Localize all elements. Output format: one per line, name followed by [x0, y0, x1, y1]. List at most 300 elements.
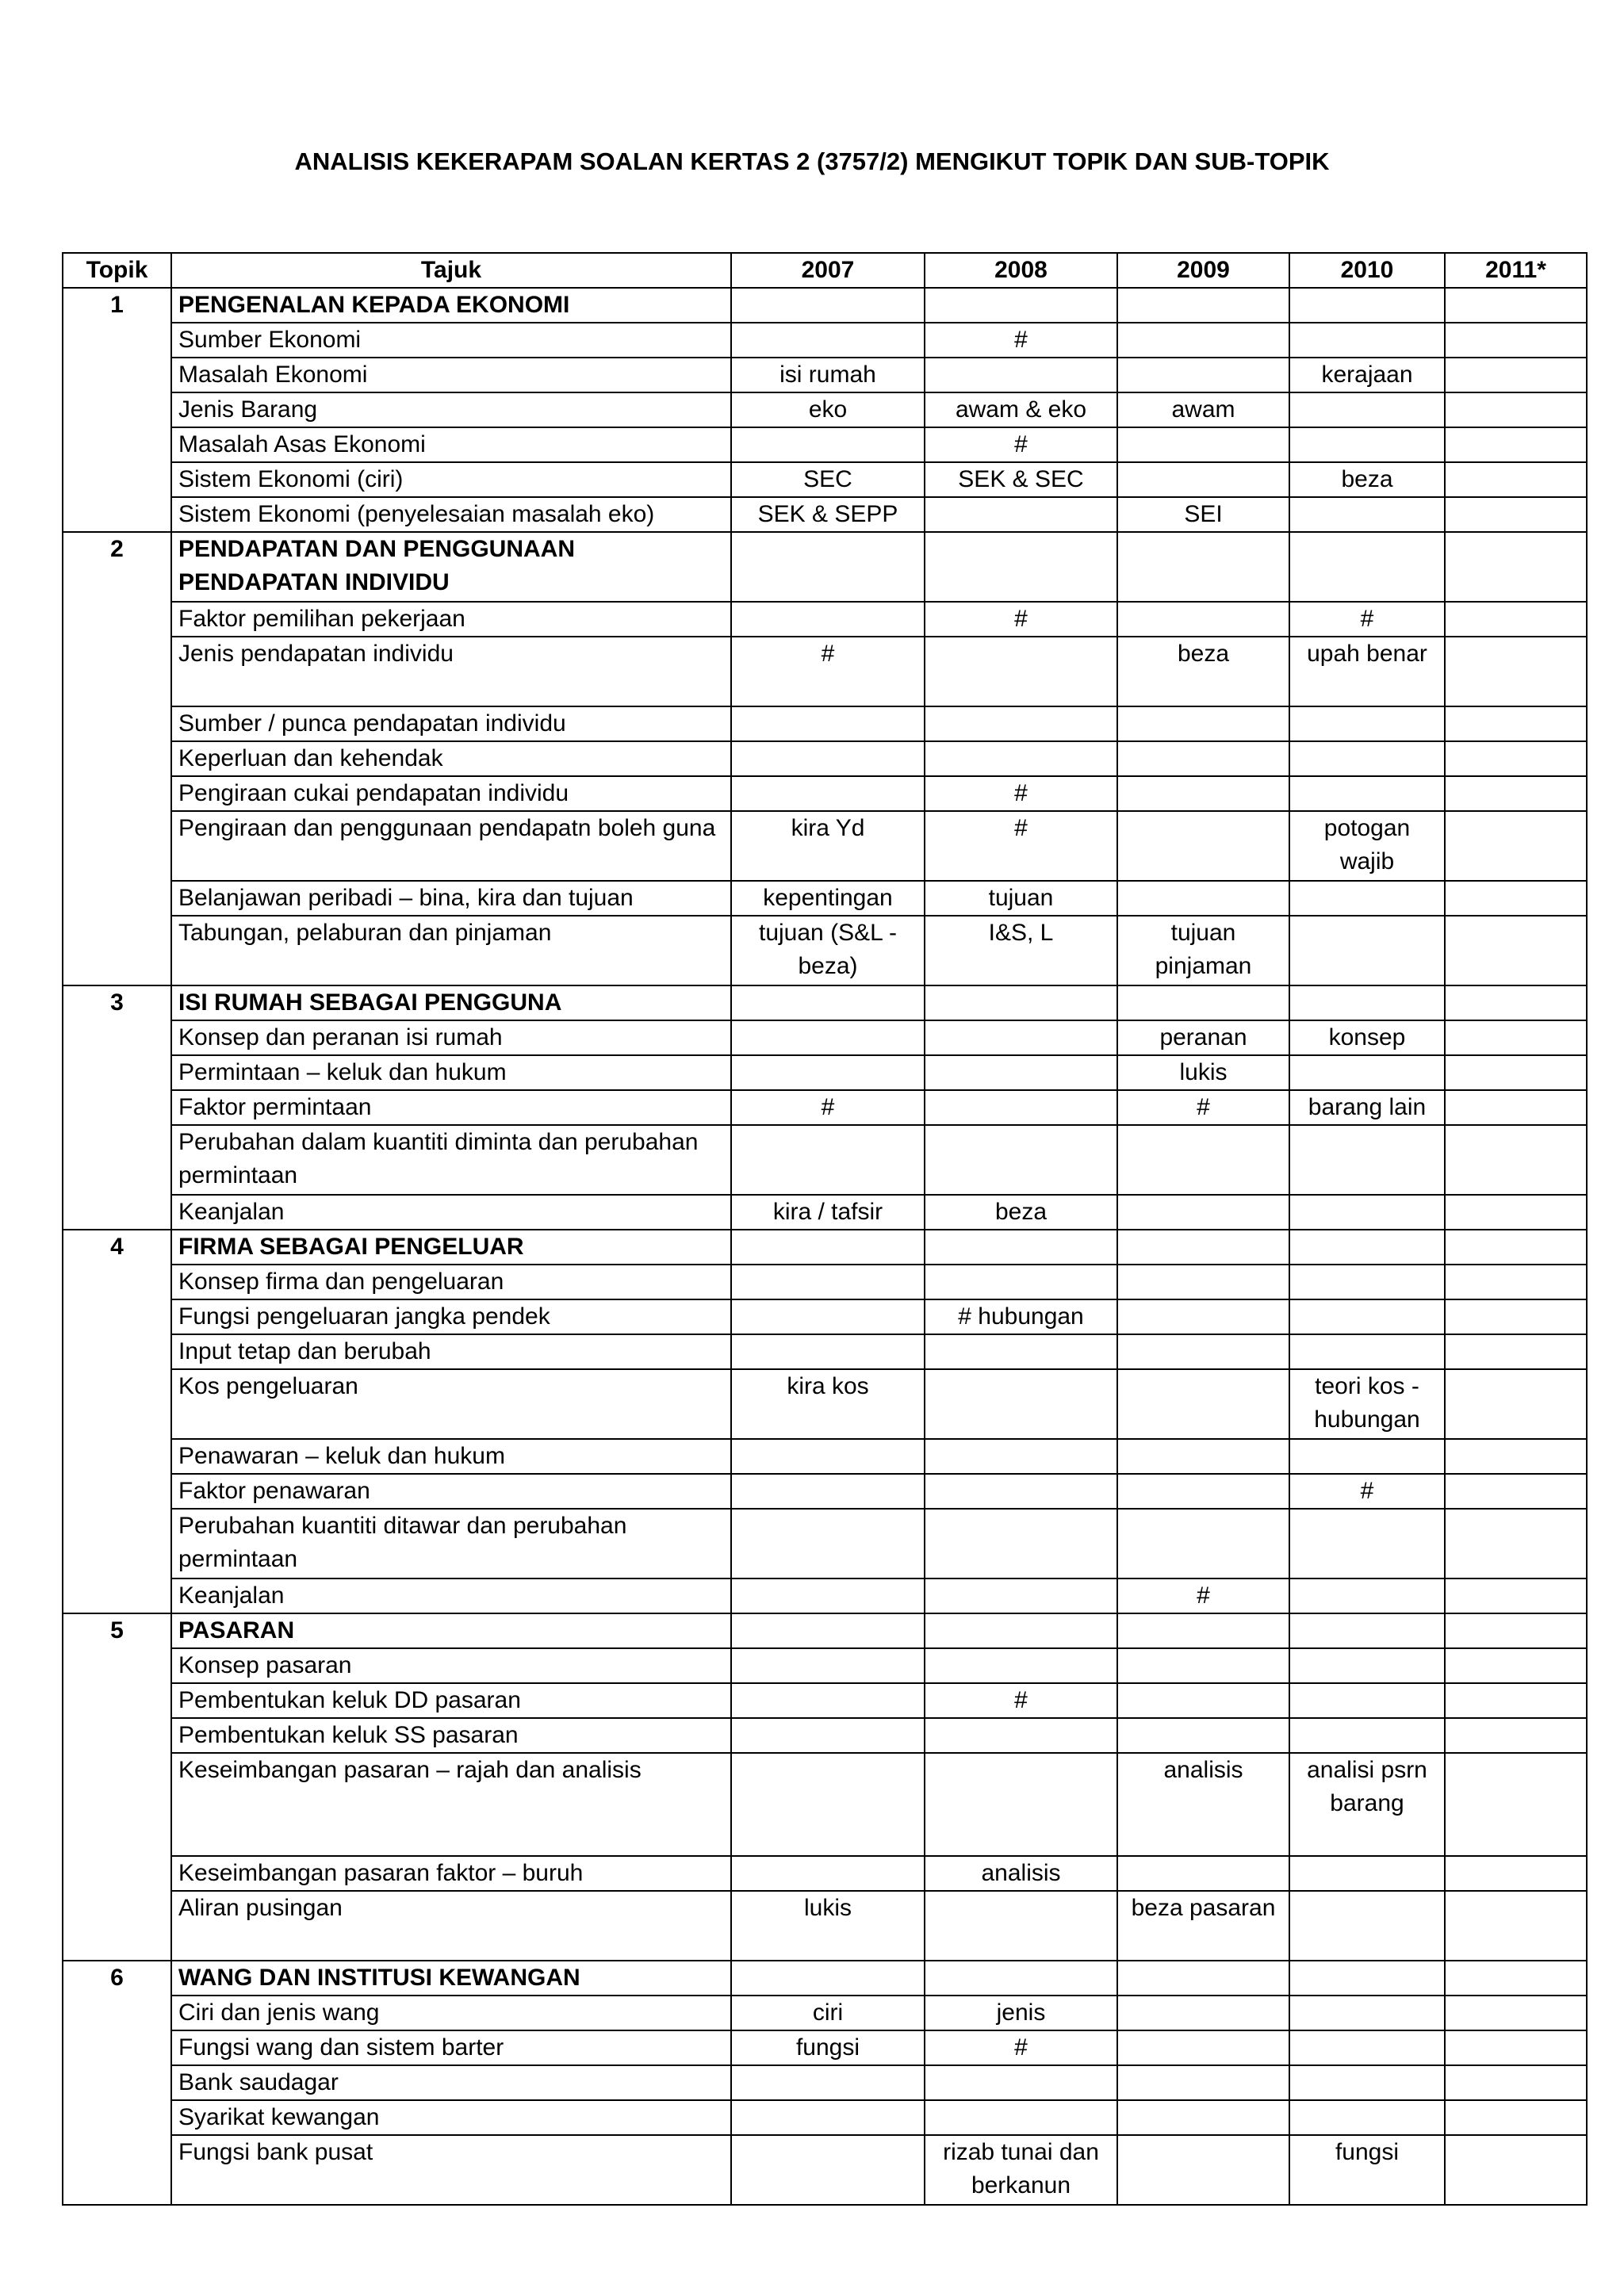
cell-2009: SEI [1117, 497, 1289, 532]
cell-2008: # [925, 811, 1117, 881]
cell-2009 [1117, 1856, 1289, 1891]
cell-2008 [925, 1753, 1117, 1856]
cell-2007 [731, 706, 925, 741]
cell-2007: # [731, 637, 925, 706]
cell-2011 [1445, 358, 1587, 392]
table-row [63, 532, 1587, 602]
cell-2011 [1445, 1369, 1587, 1439]
cell-2009 [1117, 1648, 1289, 1683]
cell-2011 [1445, 1683, 1587, 1718]
cell-2008 [925, 985, 1117, 1020]
cell-2007 [731, 1753, 925, 1856]
cell-2009 [1117, 1369, 1289, 1439]
cell-2008: awam & eko [925, 392, 1117, 427]
cell-2007 [731, 1648, 925, 1683]
cell-2011 [1445, 985, 1587, 1020]
table-row [63, 1648, 1587, 1683]
subtopic-label: Keanjalan [171, 1195, 731, 1230]
cell-2009 [1117, 427, 1289, 462]
cell-2007 [731, 1265, 925, 1299]
cell-2009 [1117, 1299, 1289, 1334]
cell-2011 [1445, 1439, 1587, 1474]
cell-2009 [1117, 1334, 1289, 1369]
cell-2007 [731, 1578, 925, 1613]
cell-2010 [1289, 1718, 1445, 1753]
table-row [63, 602, 1587, 637]
cell-2010 [1289, 985, 1445, 1020]
cell-2011 [1445, 497, 1587, 532]
cell-2008: # [925, 323, 1117, 358]
cell-2010: analisi psrn barang [1289, 1753, 1445, 1856]
subtopic-label: Konsep pasaran [171, 1648, 731, 1683]
cell-2008: # hubungan [925, 1299, 1117, 1334]
cell-2009 [1117, 1961, 1289, 1996]
subtopic-label: Fungsi bank pusat [171, 2135, 731, 2205]
cell-2010 [1289, 1265, 1445, 1299]
cell-2010 [1289, 392, 1445, 427]
table-row [63, 811, 1587, 881]
table-row [63, 358, 1587, 392]
topic-number: 6 [63, 1961, 171, 2205]
table-row [63, 1961, 1587, 1996]
header-row [63, 253, 1587, 288]
cell-2008 [925, 1020, 1117, 1055]
cell-2011 [1445, 1090, 1587, 1125]
cell-2007 [731, 1613, 925, 1648]
subtopic-label: Fungsi wang dan sistem barter [171, 2030, 731, 2065]
table-row [63, 1856, 1587, 1891]
cell-2007 [731, 1055, 925, 1090]
subtopic-label: Sumber / punca pendapatan individu [171, 706, 731, 741]
cell-2007 [731, 1961, 925, 1996]
cell-2010 [1289, 1055, 1445, 1090]
cell-2011 [1445, 741, 1587, 776]
cell-2008 [925, 637, 1117, 706]
table-row [63, 323, 1587, 358]
cell-2011 [1445, 1856, 1587, 1891]
cell-2011 [1445, 532, 1587, 602]
cell-2008 [925, 2065, 1117, 2100]
cell-2009 [1117, 602, 1289, 637]
cell-2008 [925, 1613, 1117, 1648]
cell-2007: eko [731, 392, 925, 427]
cell-2009 [1117, 462, 1289, 497]
subtopic-label: Pengiraan dan penggunaan pendapatn boleh guna [171, 811, 731, 881]
cell-2008 [925, 1718, 1117, 1753]
table-row [63, 1996, 1587, 2030]
cell-2011 [1445, 637, 1587, 706]
subtopic-label: Pembentukan keluk DD pasaran [171, 1683, 731, 1718]
table-row [63, 637, 1587, 706]
table-row [63, 881, 1587, 916]
table-row [63, 1265, 1587, 1299]
cell-2011 [1445, 1648, 1587, 1683]
cell-2008 [925, 1509, 1117, 1578]
cell-2011 [1445, 2100, 1587, 2135]
cell-2009 [1117, 2135, 1289, 2205]
table-row [63, 916, 1587, 985]
topic-heading: PENGENALAN KEPADA EKONOMI [171, 288, 731, 323]
col-header-2011: 2011* [1445, 253, 1587, 288]
cell-2010 [1289, 1125, 1445, 1195]
subtopic-label: Jenis Barang [171, 392, 731, 427]
topic-heading: PASARAN [171, 1613, 731, 1648]
cell-2010 [1289, 288, 1445, 323]
cell-2009 [1117, 2065, 1289, 2100]
cell-2008 [925, 1961, 1117, 1996]
cell-2010 [1289, 2065, 1445, 2100]
cell-2008 [925, 497, 1117, 532]
topic-heading: FIRMA SEBAGAI PENGELUAR [171, 1230, 731, 1265]
cell-2010 [1289, 741, 1445, 776]
topic-heading: ISI RUMAH SEBAGAI PENGGUNA [171, 985, 731, 1020]
cell-2010: beza [1289, 462, 1445, 497]
cell-2007 [731, 532, 925, 602]
cell-2010 [1289, 1996, 1445, 2030]
cell-2009: beza [1117, 637, 1289, 706]
cell-2011 [1445, 1509, 1587, 1578]
cell-2009 [1117, 358, 1289, 392]
subtopic-label: Sistem Ekonomi (penyelesaian masalah eko) [171, 497, 731, 532]
cell-2008: # [925, 427, 1117, 462]
col-header-topik: Topik [63, 253, 171, 288]
col-header-2008: 2008 [925, 253, 1117, 288]
cell-2009 [1117, 1613, 1289, 1648]
cell-2008: # [925, 776, 1117, 811]
cell-2007 [731, 427, 925, 462]
cell-2010 [1289, 2100, 1445, 2135]
cell-2011 [1445, 1474, 1587, 1509]
cell-2007: kepentingan [731, 881, 925, 916]
cell-2008 [925, 706, 1117, 741]
cell-2011 [1445, 811, 1587, 881]
subtopic-label: Pengiraan cukai pendapatan individu [171, 776, 731, 811]
cell-2010: konsep [1289, 1020, 1445, 1055]
topic-number: 4 [63, 1230, 171, 1613]
col-header-2007: 2007 [731, 253, 925, 288]
cell-2009 [1117, 985, 1289, 1020]
table-row [63, 2135, 1587, 2205]
table-row [63, 1369, 1587, 1439]
cell-2010 [1289, 1230, 1445, 1265]
subtopic-label: Pembentukan keluk SS pasaran [171, 1718, 731, 1753]
cell-2011 [1445, 1230, 1587, 1265]
table-row [63, 462, 1587, 497]
cell-2007: isi rumah [731, 358, 925, 392]
cell-2008 [925, 288, 1117, 323]
cell-2011 [1445, 1334, 1587, 1369]
subtopic-label: Keanjalan [171, 1578, 731, 1613]
table-row [63, 1753, 1587, 1856]
cell-2010 [1289, 1439, 1445, 1474]
cell-2008 [925, 1265, 1117, 1299]
cell-2007 [731, 1299, 925, 1334]
cell-2009 [1117, 1474, 1289, 1509]
cell-2008: I&S, L [925, 916, 1117, 985]
cell-2009 [1117, 2030, 1289, 2065]
cell-2010 [1289, 1334, 1445, 1369]
cell-2007 [731, 323, 925, 358]
cell-2008: rizab tunai dan berkanun [925, 2135, 1117, 2205]
cell-2007 [731, 1125, 925, 1195]
cell-2007: kira / tafsir [731, 1195, 925, 1230]
cell-2008: analisis [925, 1856, 1117, 1891]
subtopic-label: Permintaan – keluk dan hukum [171, 1055, 731, 1090]
cell-2007: fungsi [731, 2030, 925, 2065]
cell-2008 [925, 1578, 1117, 1613]
cell-2009: # [1117, 1090, 1289, 1125]
cell-2007 [731, 1509, 925, 1578]
cell-2011 [1445, 1195, 1587, 1230]
cell-2009 [1117, 1439, 1289, 1474]
table-row [63, 1020, 1587, 1055]
topic-number: 3 [63, 985, 171, 1230]
cell-2011 [1445, 2030, 1587, 2065]
cell-2008: # [925, 1683, 1117, 1718]
cell-2008 [925, 1090, 1117, 1125]
table-row [63, 1718, 1587, 1753]
table-row [63, 427, 1587, 462]
table-row [63, 1683, 1587, 1718]
cell-2008 [925, 358, 1117, 392]
cell-2010 [1289, 881, 1445, 916]
subtopic-label: Perubahan dalam kuantiti diminta dan perubahan permintaan [171, 1125, 731, 1195]
cell-2011 [1445, 1961, 1587, 1996]
table-row [63, 288, 1587, 323]
cell-2010 [1289, 532, 1445, 602]
cell-2009: # [1117, 1578, 1289, 1613]
subtopic-label: Faktor permintaan [171, 1090, 731, 1125]
subtopic-label: Ciri dan jenis wang [171, 1996, 731, 2030]
cell-2011 [1445, 1020, 1587, 1055]
cell-2009: lukis [1117, 1055, 1289, 1090]
table-row [63, 497, 1587, 532]
cell-2008 [925, 1891, 1117, 1961]
subtopic-label: Konsep dan peranan isi rumah [171, 1020, 731, 1055]
cell-2008 [925, 2100, 1117, 2135]
cell-2008: # [925, 602, 1117, 637]
cell-2007 [731, 741, 925, 776]
cell-2009 [1117, 1683, 1289, 1718]
cell-2010 [1289, 1509, 1445, 1578]
cell-2010 [1289, 916, 1445, 985]
cell-2008: tujuan [925, 881, 1117, 916]
cell-2011 [1445, 1613, 1587, 1648]
cell-2011 [1445, 1718, 1587, 1753]
col-header-tajuk: Tajuk [171, 253, 731, 288]
cell-2011 [1445, 602, 1587, 637]
document-title: ANALISIS KEKERAPAM SOALAN KERTAS 2 (3757/2) MENGIKUT TOPIK DAN SUB-TOPIK [294, 147, 1330, 175]
subtopic-label: Faktor penawaran [171, 1474, 731, 1509]
cell-2008: # [925, 2030, 1117, 2065]
cell-2009 [1117, 1230, 1289, 1265]
col-header-2009: 2009 [1117, 253, 1289, 288]
table-row [63, 2065, 1587, 2100]
cell-2011 [1445, 1753, 1587, 1856]
cell-2007 [731, 1683, 925, 1718]
cell-2007 [731, 776, 925, 811]
subtopic-label: Penawaran – keluk dan hukum [171, 1439, 731, 1474]
subtopic-label: Jenis pendapatan individu [171, 637, 731, 706]
cell-2008 [925, 1230, 1117, 1265]
analysis-table [62, 252, 1588, 2206]
cell-2011 [1445, 881, 1587, 916]
table-row [63, 1334, 1587, 1369]
cell-2009 [1117, 1195, 1289, 1230]
cell-2009 [1117, 1718, 1289, 1753]
cell-2007: lukis [731, 1891, 925, 1961]
table-row [63, 1613, 1587, 1648]
cell-2010: kerajaan [1289, 358, 1445, 392]
cell-2007 [731, 2065, 925, 2100]
table-row [63, 2030, 1587, 2065]
subtopic-label: Kos pengeluaran [171, 1369, 731, 1439]
subtopic-label: Perubahan kuantiti ditawar dan perubahan permintaan [171, 1509, 731, 1578]
cell-2008 [925, 1648, 1117, 1683]
cell-2011 [1445, 776, 1587, 811]
cell-2009 [1117, 1125, 1289, 1195]
cell-2009 [1117, 811, 1289, 881]
subtopic-label: Belanjawan peribadi – bina, kira dan tujuan [171, 881, 731, 916]
cell-2007: SEC [731, 462, 925, 497]
cell-2008 [925, 1334, 1117, 1369]
subtopic-label: Sistem Ekonomi (ciri) [171, 462, 731, 497]
cell-2008 [925, 532, 1117, 602]
subtopic-label: Aliran pusingan [171, 1891, 731, 1961]
subtopic-label: Keseimbangan pasaran – rajah dan analisis [171, 1753, 731, 1856]
table-row [63, 392, 1587, 427]
cell-2011 [1445, 2065, 1587, 2100]
cell-2009 [1117, 1996, 1289, 2030]
cell-2011 [1445, 2135, 1587, 2205]
cell-2007: tujuan (S&L - beza) [731, 916, 925, 985]
cell-2007: kira kos [731, 1369, 925, 1439]
subtopic-label: Bank saudagar [171, 2065, 731, 2100]
cell-2010: fungsi [1289, 2135, 1445, 2205]
cell-2010 [1289, 1578, 1445, 1613]
subtopic-label: Keseimbangan pasaran faktor – buruh [171, 1856, 731, 1891]
table-row [63, 2100, 1587, 2135]
table-row [63, 1509, 1587, 1578]
cell-2011 [1445, 1996, 1587, 2030]
cell-2010 [1289, 1299, 1445, 1334]
cell-2009 [1117, 323, 1289, 358]
cell-2007: kira Yd [731, 811, 925, 881]
cell-2011 [1445, 1055, 1587, 1090]
cell-2010 [1289, 706, 1445, 741]
subtopic-label: Tabungan, pelaburan dan pinjaman [171, 916, 731, 985]
subtopic-label: Syarikat kewangan [171, 2100, 731, 2135]
cell-2010 [1289, 1648, 1445, 1683]
cell-2010 [1289, 1683, 1445, 1718]
cell-2009 [1117, 2100, 1289, 2135]
cell-2007 [731, 1230, 925, 1265]
cell-2011 [1445, 462, 1587, 497]
cell-2007 [731, 1474, 925, 1509]
table-row [63, 1055, 1587, 1090]
cell-2009 [1117, 741, 1289, 776]
cell-2009 [1117, 288, 1289, 323]
cell-2009: tujuan pinjaman [1117, 916, 1289, 985]
cell-2010 [1289, 497, 1445, 532]
cell-2011 [1445, 1125, 1587, 1195]
cell-2007: # [731, 1090, 925, 1125]
cell-2011 [1445, 1265, 1587, 1299]
table-row [63, 1125, 1587, 1195]
cell-2011 [1445, 1891, 1587, 1961]
cell-2010 [1289, 1891, 1445, 1961]
cell-2011 [1445, 392, 1587, 427]
cell-2009: analisis [1117, 1753, 1289, 1856]
cell-2010 [1289, 776, 1445, 811]
cell-2011 [1445, 288, 1587, 323]
cell-2010 [1289, 2030, 1445, 2065]
cell-2010 [1289, 323, 1445, 358]
table-row [63, 1578, 1587, 1613]
subtopic-label: Faktor pemilihan pekerjaan [171, 602, 731, 637]
subtopic-label: Masalah Ekonomi [171, 358, 731, 392]
cell-2011 [1445, 1578, 1587, 1613]
table-row [63, 1891, 1587, 1961]
table-row [63, 1195, 1587, 1230]
table-row [63, 1299, 1587, 1334]
col-header-2010: 2010 [1289, 253, 1445, 288]
topic-number: 5 [63, 1613, 171, 1961]
table-row [63, 776, 1587, 811]
cell-2010 [1289, 427, 1445, 462]
topic-number: 1 [63, 288, 171, 532]
table-row [63, 985, 1587, 1020]
cell-2010: potogan wajib [1289, 811, 1445, 881]
cell-2011 [1445, 323, 1587, 358]
topic-number: 2 [63, 532, 171, 985]
cell-2009 [1117, 706, 1289, 741]
table-row [63, 1439, 1587, 1474]
cell-2008 [925, 741, 1117, 776]
cell-2010 [1289, 1195, 1445, 1230]
cell-2010 [1289, 1961, 1445, 1996]
cell-2009: awam [1117, 392, 1289, 427]
subtopic-label: Input tetap dan berubah [171, 1334, 731, 1369]
cell-2009: peranan [1117, 1020, 1289, 1055]
cell-2009 [1117, 1509, 1289, 1578]
cell-2008 [925, 1439, 1117, 1474]
table-row [63, 1090, 1587, 1125]
table-row [63, 741, 1587, 776]
cell-2010: teori kos - hubungan [1289, 1369, 1445, 1439]
cell-2009 [1117, 532, 1289, 602]
cell-2010: # [1289, 1474, 1445, 1509]
cell-2007: ciri [731, 1996, 925, 2030]
cell-2008: jenis [925, 1996, 1117, 2030]
topic-heading: WANG DAN INSTITUSI KEWANGAN [171, 1961, 731, 1996]
cell-2008 [925, 1125, 1117, 1195]
cell-2007 [731, 2100, 925, 2135]
subtopic-label: Keperluan dan kehendak [171, 741, 731, 776]
cell-2009 [1117, 1265, 1289, 1299]
cell-2008: SEK & SEC [925, 462, 1117, 497]
table-row [63, 706, 1587, 741]
subtopic-label: Sumber Ekonomi [171, 323, 731, 358]
table-row [63, 1230, 1587, 1265]
cell-2007 [731, 2135, 925, 2205]
cell-2007: SEK & SEPP [731, 497, 925, 532]
table-row [63, 1474, 1587, 1509]
cell-2009 [1117, 776, 1289, 811]
cell-2008 [925, 1369, 1117, 1439]
cell-2011 [1445, 1299, 1587, 1334]
cell-2008: beza [925, 1195, 1117, 1230]
